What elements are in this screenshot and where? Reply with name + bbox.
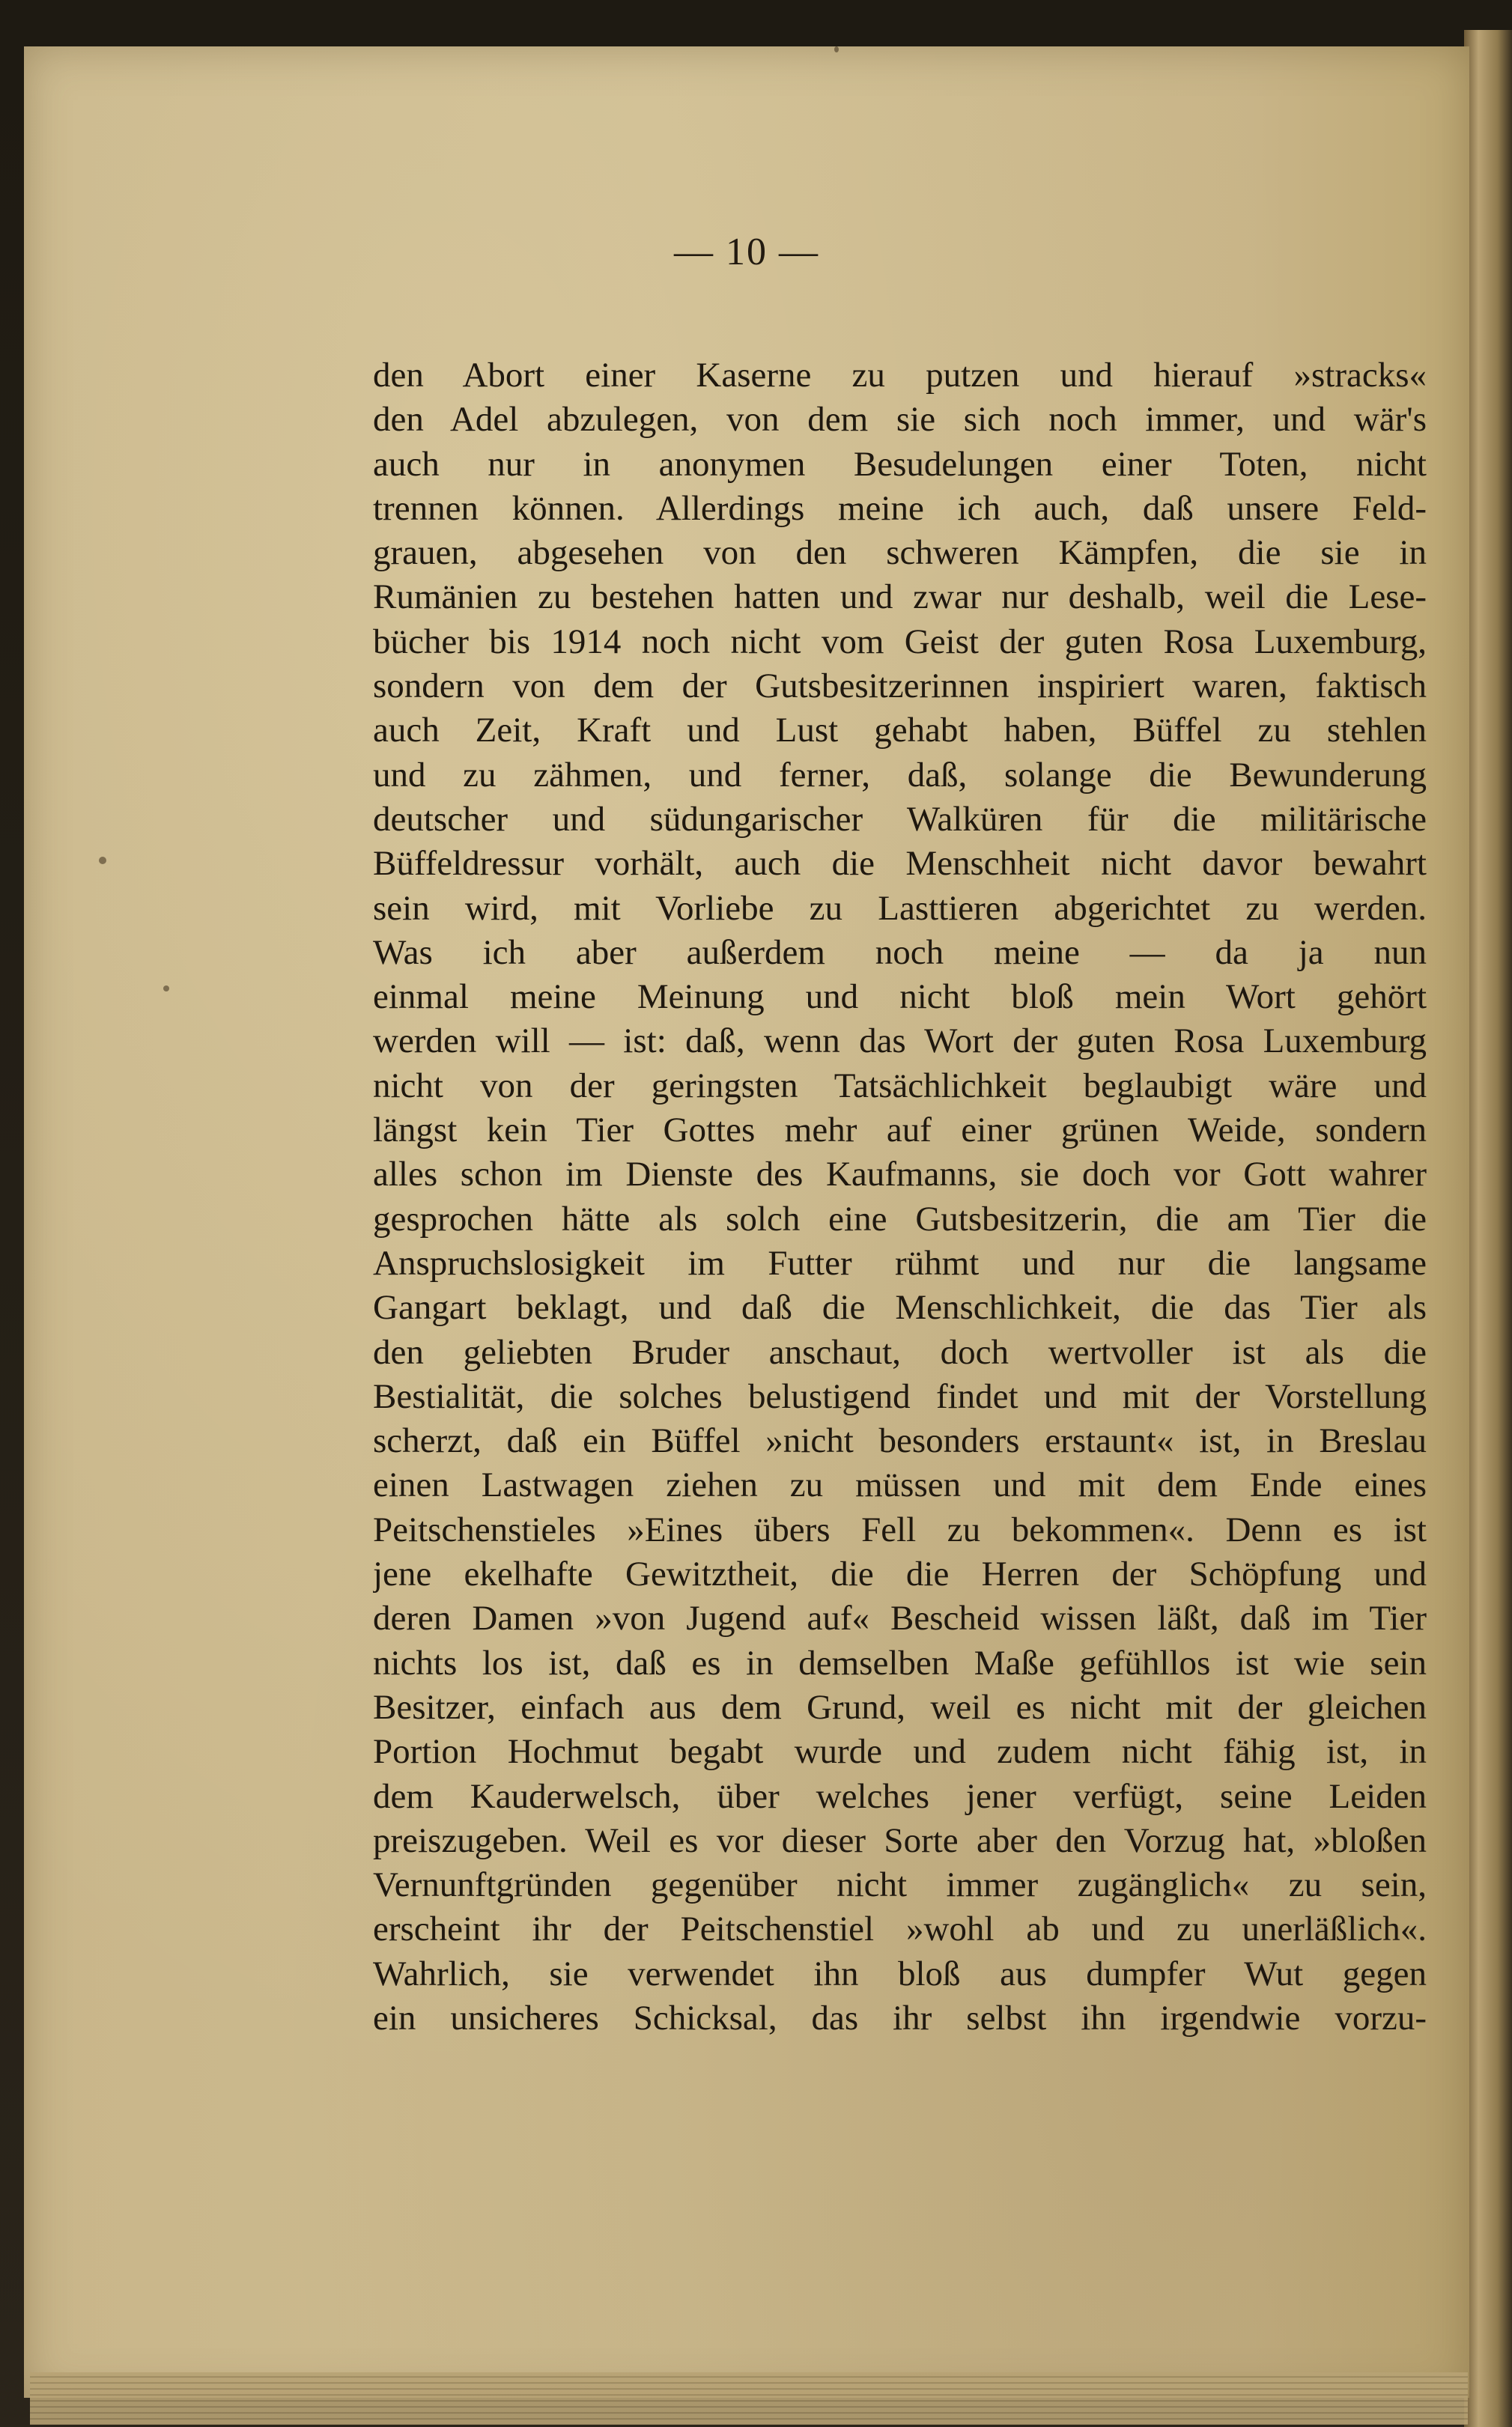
text-line: einmal meine Meinung und nicht bloß mein Wort gehört [373, 977, 1427, 1017]
text-line: gesprochen hätte als solch eine Gutsbesitzerin, die am Tier die [373, 1199, 1427, 1239]
text-line: Peitschenstieles »Eines übers Fell zu bekommen«. Denn es ist [373, 1510, 1427, 1549]
text-line: werden will — ist: daß, wenn das Wort der guten Rosa Luxemburg [373, 1021, 1427, 1061]
text-line: erscheint ihr der Peitschenstiel »wohl ab und zu unerläßlich«. [373, 1910, 1427, 1949]
text-line: dem Kauderwelsch, über welches jener verfügt, seine Leiden [373, 1776, 1427, 1816]
text-line: Bestialität, die solches belustigend findet und mit der Vorstellung [373, 1376, 1427, 1416]
text-line: ein unsicheres Schicksal, das ihr selbst ihn irgendwie vorzu- [373, 1998, 1427, 2038]
body-text [373, 353, 1427, 2041]
text-line: Anspruchslosigkeit im Futter rühmt und nur die langsame [373, 1243, 1427, 1283]
paper-speck [163, 985, 169, 991]
text-line: den geliebten Bruder anschaut, doch wertvoller ist als die [373, 1332, 1427, 1372]
paper-speck [99, 857, 106, 864]
page-edges [30, 2372, 1468, 2425]
text-line: sein wird, mit Vorliebe zu Lasttieren abgerichtet zu werden. [373, 888, 1427, 928]
text-line: auch Zeit, Kraft und Lust gehabt haben, Büffel zu stehlen [373, 711, 1427, 750]
text-line: grauen, abgesehen von den schweren Kämpfen, die sie in [373, 533, 1427, 573]
text-line: jene ekelhafte Gewitztheit, die die Herren der Schöpfung und [373, 1555, 1427, 1594]
book-page [24, 46, 1469, 2398]
paper-speck [834, 46, 839, 52]
text-line: deren Damen »von Jugend auf« Bescheid wissen läßt, daß im Tier [373, 1599, 1427, 1638]
text-line: Wahrlich, sie verwendet ihn bloß aus dumpfer Wut gegen [373, 1954, 1427, 1993]
text-line: und zu zähmen, und ferner, daß, solange die Bewunderung [373, 755, 1427, 795]
text-line: einen Lastwagen ziehen zu müssen und mit dem Ende eines [373, 1465, 1427, 1505]
text-line: alles schon im Dienste des Kaufmanns, sie doch vor Gott wahrer [373, 1155, 1427, 1194]
text-line: preiszugeben. Weil es vor dieser Sorte aber den Vorzug hat, »bloßen [373, 1820, 1427, 1860]
text-line: auch nur in anonymen Besudelungen einer Toten, nicht [373, 444, 1427, 484]
text-line: bücher bis 1914 noch nicht vom Geist der guten Rosa Luxemburg, [373, 622, 1427, 661]
text-line: scherzt, daß ein Büffel »nicht besonders erstaunt« ist, in Breslau [373, 1421, 1427, 1461]
text-line: nicht von der geringsten Tatsächlichkeit beglaubigt wäre und [373, 1066, 1427, 1105]
text-line: längst kein Tier Gottes mehr auf einer grünen Weide, sondern [373, 1111, 1427, 1150]
text-line: sondern von dem der Gutsbesitzerinnen inspiriert waren, faktisch [373, 666, 1427, 706]
text-line: Vernunftgründen gegenüber nicht immer zugänglich« zu sein, [373, 1865, 1427, 1905]
text-line: trennen können. Allerdings meine ich auch, daß unsere Feld- [373, 488, 1427, 528]
book-spine-edge [1464, 30, 1512, 2427]
page-number: — 10 — [674, 231, 819, 273]
text-line: Besitzer, einfach aus dem Grund, weil es nicht mit der gleichen [373, 1687, 1427, 1727]
text-line: nichts los ist, daß es in demselben Maße gefühllos ist wie sein [373, 1643, 1427, 1683]
text-line: Büffeldressur vorhält, auch die Menschheit nicht davor bewahrt [373, 844, 1427, 884]
text-line: den Abort einer Kaserne zu putzen und hierauf »stracks« [373, 356, 1427, 395]
text-line: Rumänien zu bestehen hatten und zwar nur deshalb, weil die Lese- [373, 577, 1427, 617]
text-line: Gangart beklagt, und daß die Menschlichkeit, die das Tier als [373, 1288, 1427, 1328]
text-line: den Adel abzulegen, von dem sie sich noch immer, und wär's [373, 400, 1427, 440]
text-line: Portion Hochmut begabt wurde und zudem nicht fähig ist, in [373, 1732, 1427, 1772]
text-line: Was ich aber außerdem noch meine — da ja nun [373, 932, 1427, 972]
text-line: deutscher und südungarischer Walküren für die militärische [373, 799, 1427, 839]
